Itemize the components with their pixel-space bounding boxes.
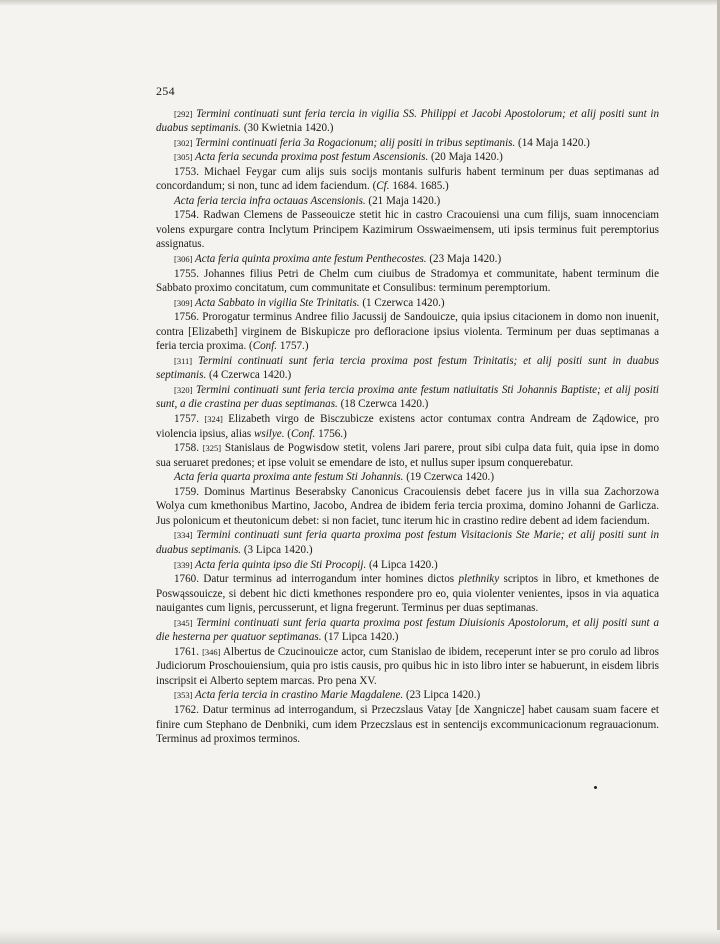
- text-run: Albertus de Czucinouicze actor, cum Stanislao de ibidem, receperunt inter se pro corulo ad libros Judiciorum Proschouiensium, quia pro istis causis, pro quibus hic in isto libro inter se habuerunt, in eisdem libris inscripsit ei Alberto septem marcas. Pro pena XV.: [156, 645, 659, 687]
- italic-text: plethniky: [458, 573, 500, 586]
- text-run: (21 Maja 1420.): [365, 194, 441, 207]
- document-page: [156, 84, 659, 747]
- italic-text: Acta feria secunda proxima post festum Ascensionis.: [192, 151, 429, 164]
- folio-reference: [311]: [174, 355, 193, 366]
- text-run: (: [284, 427, 291, 440]
- text-run: (19 Czerwca 1420.): [403, 471, 495, 484]
- scan-edge-bottom: [0, 930, 720, 944]
- italic-text: Acta feria tercia in crastino Marie Magdalene.: [192, 689, 404, 702]
- text-run: 1757.: [174, 413, 205, 426]
- italic-text: Acta feria tercia infra octauas Ascensionis.: [174, 194, 366, 207]
- text-run: (30 Kwietnia 1420.): [241, 122, 334, 135]
- text-run: 1759. Dominus Martinus Beserabsky Canonicus Cracouiensis debet facere jus in villa sua Zachorzowa Wolya cum kmethonibus Martino, Jacobo, Andrea de ibidem feria tercia proxima, domino Johanni de Garlicza. Jus polonicum et theutonicum debet: si non faciet, tunc iterum hic in crastino redire debent ad idem faciendum.: [156, 485, 659, 527]
- text-run: (3 Lipca 1420.): [241, 543, 313, 556]
- italic-text: Termini continuati feria 3a Rogacionum; alij positi in tribus septimanis.: [192, 136, 516, 149]
- folio-reference: [325]: [202, 443, 222, 454]
- folio-reference: [309]: [174, 297, 193, 308]
- text-run: 1756.): [315, 427, 347, 440]
- paragraph: [156, 558, 659, 573]
- text-run: (18 Czerwca 1420.): [337, 398, 429, 411]
- folio-reference: [320]: [174, 384, 193, 395]
- text-run: 1761.: [174, 645, 203, 658]
- text-run: 1755. Johannes filius Petri de Chelm cum ciuibus de Stradomya et communitate, habent terminum die Sabbato proximo concitatum, cum communitate et Consulibus: terminum peremptorium.: [156, 267, 659, 295]
- text-run: Stanislaus de Pogwisdow stetit, volens Jari parere, prout sibi culpa data fuit, quia ipse in domo sua seruaret predones; et ipse voluit se emendare de isto, et nullus super ipsum conquerebatur.: [156, 442, 659, 469]
- folio-reference: [353]: [174, 690, 193, 701]
- folio-reference: [339]: [174, 559, 193, 570]
- text-run: (14 Maja 1420.): [515, 136, 590, 149]
- paragraph: [156, 310, 659, 354]
- text-run: 1756. Prorogatur terminus Andree filio Jacussij de Sandouicze, quia ipsius citacionem in domo non inuenit, contra [Elizabeth] virginem de Biskupicze pro defloracione ipsius violenta. Terminum per duas septimanas a feria tercia proxima. (: [156, 311, 659, 353]
- paragraph: [156, 412, 659, 441]
- paragraph: [156, 470, 659, 485]
- scan-edge-top: [0, 0, 720, 6]
- italic-text: Termini continuati sunt feria tercia proxima post festum Trinitatis; et alij positi sunt in duabus septimanis.: [156, 354, 659, 382]
- italic-text: Cf.: [376, 180, 390, 193]
- paragraph: [156, 150, 659, 165]
- paragraph: [156, 267, 659, 296]
- italic-text: Conf.: [290, 427, 316, 440]
- italic-text: Acta feria quarta proxima ante festum Sti Johannis.: [174, 471, 404, 484]
- folio-reference: [346]: [202, 646, 221, 657]
- italic-text: Termini continuati sunt feria quarta proxima post festum Diuisionis Apostolorum, et alij positi sunt a die hesterna per quatuor septimanas.: [156, 616, 659, 644]
- text-run: 1762. Datur terminus ad interrogandum, si Przeczslaus Vatay [de Xangnicze] habet causam suam facere et finire cum Stephano de Denbniki, cum idem Przeczslaus est in sentencijs excommunicacionum regrauacionum. Terminus ad proximos terminos.: [156, 703, 659, 746]
- paragraph: [156, 354, 659, 383]
- folio-reference: [305]: [174, 152, 193, 163]
- italic-text: Acta feria quinta ipso die Sti Procopij.: [192, 558, 367, 571]
- text-run: 1753. Michael Feygar cum alijs suis socijs montanis sulfuris habent terminum per duas septimanas ad concordandum; si non, tunc ad idem faciendum. (: [156, 165, 659, 193]
- text-run: Elizabeth virgo de Bisczubicze existens actor contumax contra Andream de Ządowice, pro violencia ipsius, alias: [156, 413, 660, 440]
- text-run: 1754. Radwan Clemens de Passeouicze stetit hic in castro Cracouiensi una cum filijs, suam innocenciam volens expurgare contra Inclytum Principem Kazimirum Osswaeimensem, uti ipsis terminus fuit peremptorius assignatus.: [156, 209, 659, 251]
- italic-text: wsilye.: [253, 427, 285, 440]
- folio-reference: [292]: [174, 108, 193, 119]
- text-run: (17 Lipca 1420.): [321, 631, 399, 644]
- paragraph: [156, 194, 659, 209]
- text-run: 1757.): [277, 340, 309, 353]
- paragraph: [156, 645, 659, 689]
- paragraph: [156, 383, 659, 412]
- paragraph: [156, 107, 659, 136]
- text-run: (20 Maja 1420.): [428, 151, 503, 164]
- paragraph: [156, 252, 659, 267]
- ink-speck: [594, 786, 597, 789]
- document-body: [156, 107, 659, 747]
- italic-text: Acta Sabbato in vigilia Ste Trinitatis.: [192, 296, 360, 309]
- text-run: scriptos in libro, et kmethones de Poswąssouicze, si debent hic dicti kmethones respondere pro eo, quia violenter venientes, ipsos in via aquatica nauigantes cum lignis, percusserunt, et ligna fregerunt. Terminus per duas septimanas.: [156, 573, 659, 615]
- paragraph: [156, 616, 659, 645]
- paragraph: [156, 296, 659, 311]
- paragraph: [156, 485, 659, 529]
- folio-reference: [306]: [174, 254, 193, 265]
- folio-reference: [345]: [174, 617, 193, 628]
- text-run: (23 Maja 1420.): [426, 253, 502, 266]
- italic-text: Conf.: [252, 340, 278, 353]
- paragraph: [156, 208, 659, 252]
- paragraph: [156, 528, 659, 557]
- text-run: (4 Lipca 1420.): [366, 558, 438, 571]
- text-run: 1684. 1685.): [389, 180, 449, 193]
- text-run: 1760. Datur terminus ad interrogandum inter homines dictos: [174, 573, 459, 586]
- paragraph: [156, 441, 659, 470]
- page-number: 254: [156, 84, 175, 98]
- text-run: 1758.: [174, 442, 203, 455]
- folio-reference: [302]: [174, 137, 193, 148]
- folio-reference: [324]: [204, 414, 223, 425]
- italic-text: Termini continuati sunt feria tercia in vigilia SS. Philippi et Jacobi Apostolorum; et alij positi sunt in duabus septimanis.: [156, 107, 659, 135]
- text-run: (4 Czerwca 1420.): [206, 369, 292, 382]
- paragraph: [156, 703, 659, 747]
- paragraph: [156, 136, 659, 151]
- text-run: (1 Czerwca 1420.): [359, 296, 445, 309]
- text-run: (23 Lipca 1420.): [403, 689, 481, 702]
- paragraph: [156, 688, 659, 703]
- folio-reference: [334]: [174, 530, 193, 541]
- paragraph: [156, 165, 659, 194]
- italic-text: Termini continuati sunt feria tercia proxima ante festum natiuitatis Sti Johannis Baptiste; et alij positi sunt, a die crastina per duas septimanas.: [156, 383, 659, 411]
- paragraph: [156, 572, 659, 616]
- italic-text: Acta feria quinta proxima ante festum Penthecostes.: [192, 253, 427, 266]
- italic-text: Termini continuati sunt feria quarta proxima post festum Visitacionis Ste Marie; et alij positi sunt in duabus septimanis.: [156, 529, 659, 556]
